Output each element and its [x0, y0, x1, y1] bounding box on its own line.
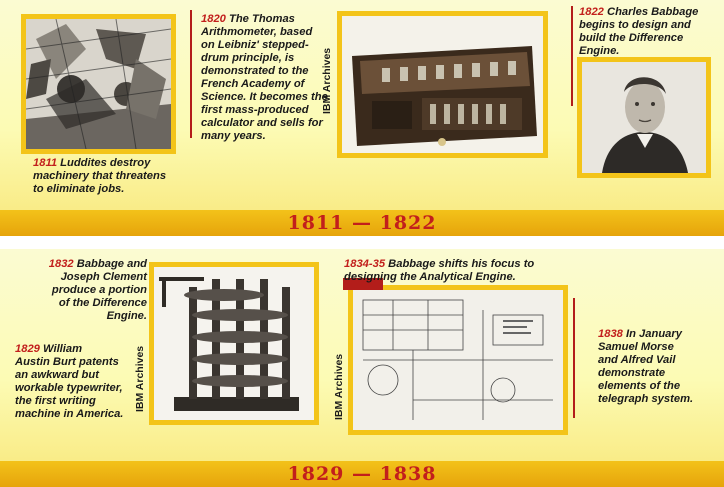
- caption-1811: 1811 Luddites destroy machinery that threatens to eliminate jobs.: [33, 157, 167, 195]
- ibm-archives-credit: IBM Archives: [134, 345, 146, 412]
- caption-rule: [571, 6, 573, 106]
- date-range-label: 1829 — 1838: [287, 463, 437, 485]
- caption-1838: 1838 In January Samuel Morse and Alfred Vail demonstrate elements of the telegraph system.: [598, 328, 694, 405]
- date-range-label: 1811 — 1822: [287, 212, 437, 234]
- difference-engine-photo: [149, 262, 319, 425]
- arithmometer-photo: [337, 11, 548, 158]
- caption-1820: 1820 The Thomas Arithmometer, based on Leibniz' stepped- drum principle, is demonstrated to the French Academy of Science. It becomes the first mass-produced calculator and sells for many years.: [201, 13, 328, 142]
- analytical-engine-drawing: [348, 285, 568, 435]
- charles-babbage-portrait: [577, 57, 711, 178]
- caption-1832: 1832 Babbage and Joseph Clement produce a portion of the Difference Engine.: [48, 258, 147, 322]
- caption-rule: [573, 298, 575, 418]
- ibm-archives-credit: IBM Archives: [333, 353, 345, 420]
- caption-1829: 1829 William Austin Burt patents an awkward but workable typewriter, the first writing machine in America.: [15, 343, 124, 420]
- caption-1822: 1822 Charles Babbage begins to design and build the Difference Engine.: [579, 6, 699, 57]
- luddites-engraving-photo: [21, 14, 176, 154]
- caption-rule: [190, 10, 192, 138]
- panel-divider: [0, 236, 724, 249]
- caption-1834-35: 1834-35 Babbage shifts his focus to designing the Analytical Engine.: [344, 258, 535, 283]
- date-range-band: [0, 210, 724, 236]
- date-range-band: [0, 461, 724, 487]
- ibm-archives-credit: IBM Archives: [321, 47, 333, 114]
